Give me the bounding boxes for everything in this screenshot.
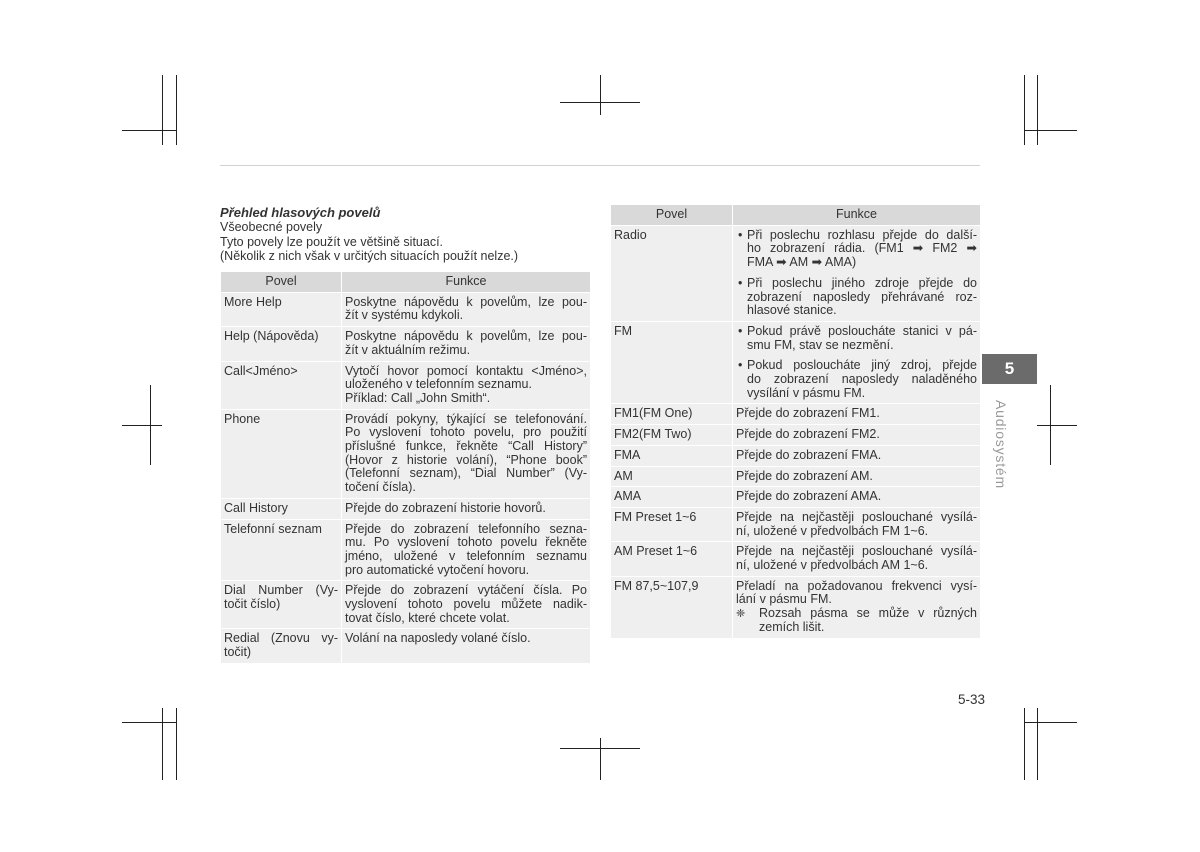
function-cell xyxy=(342,519,591,581)
function-cell xyxy=(733,225,981,321)
command-cell xyxy=(611,466,733,487)
paragraph xyxy=(736,470,977,484)
text-line: Pokud právě posloucháte stanici v pá- xyxy=(747,323,977,338)
paragraph xyxy=(736,490,977,504)
table-header-row xyxy=(611,205,981,226)
table-row xyxy=(221,361,591,409)
text-line: žít v systému kdykoli. xyxy=(345,308,464,323)
chapter-title: Audiosystém xyxy=(993,400,1009,489)
paragraph xyxy=(736,428,977,442)
crop-mark-bottom-left xyxy=(122,708,177,780)
text-line: hlasové stanice. xyxy=(747,303,837,318)
text-line: Poskytne nápovědu k povelům, lze pou- xyxy=(345,329,587,344)
table-row xyxy=(611,445,981,466)
crop-mark-top-left xyxy=(122,75,177,145)
paragraph xyxy=(736,407,977,421)
command-cell xyxy=(611,425,733,446)
table-row xyxy=(611,225,981,321)
function-cell xyxy=(733,445,981,466)
paragraph xyxy=(614,325,729,339)
paragraph xyxy=(345,330,587,357)
text-line: točení čísla). xyxy=(345,480,416,495)
function-cell xyxy=(733,542,981,576)
paragraph xyxy=(345,296,587,323)
paragraph xyxy=(224,296,338,310)
registration-mark-top xyxy=(560,75,640,115)
text-line: do zobrazení naposledy naladěného xyxy=(747,372,977,387)
text-line: Call<Jméno> xyxy=(224,363,298,378)
command-cell xyxy=(221,519,342,581)
table-row xyxy=(611,466,981,487)
table-row xyxy=(221,581,591,629)
note-symbol: ❈ xyxy=(736,607,746,621)
text-line: Redial (Znovu vy- xyxy=(224,631,338,646)
radio-voice-commands-table xyxy=(610,204,981,639)
text-line: Pokud posloucháte jiný zdroj, přejde xyxy=(747,358,977,373)
command-cell xyxy=(221,361,342,409)
text-line: Příklad: Call „John Smith“. xyxy=(345,390,491,405)
section-subtitle: Všeobecné povely xyxy=(220,220,323,235)
text-line: Dial Number (Vy- xyxy=(224,583,338,598)
table-row xyxy=(611,321,981,404)
text-line: příslušné funkce, řekněte “Call History” xyxy=(345,439,587,454)
registration-mark-left xyxy=(122,385,162,465)
text-line: Phone xyxy=(224,411,261,426)
table-row xyxy=(611,507,981,541)
command-cell xyxy=(611,487,733,508)
table-row xyxy=(221,292,591,326)
function-cell xyxy=(733,576,981,638)
paragraph xyxy=(224,365,338,379)
text-line: vysílání v pásmu FM. xyxy=(747,385,866,400)
table-row xyxy=(611,576,981,638)
paragraph xyxy=(345,584,587,625)
text-line: Volání na naposledy volané číslo. xyxy=(345,631,531,646)
text-line: (Telefonní seznam), “Dial Number” (Vy- xyxy=(345,466,587,481)
text-line: FM Preset 1~6 xyxy=(614,509,697,524)
general-voice-commands-table xyxy=(220,271,591,664)
function-cell xyxy=(342,327,591,361)
text-line: točit číslo) xyxy=(224,597,281,612)
command-cell xyxy=(221,629,342,663)
table-row xyxy=(221,629,591,663)
paragraph xyxy=(736,449,977,463)
bullet-mark: • xyxy=(738,227,743,242)
text-line: (Hovor z historie volání), “Phone book” xyxy=(345,452,587,467)
text-line: Rozsah pásma se může v různých xyxy=(759,606,977,621)
paragraph xyxy=(614,449,729,463)
text-line: zobrazení naposledy přehrávané roz- xyxy=(747,289,977,304)
paragraph xyxy=(759,607,977,634)
table-row xyxy=(611,404,981,425)
table-header-row xyxy=(221,272,591,293)
text-line: tovat číslo, které chcete volat. xyxy=(345,610,510,625)
text-line: Přejde do zobrazení FM2. xyxy=(736,427,880,442)
function-cell xyxy=(733,466,981,487)
paragraph xyxy=(614,511,729,525)
bullet-mark: • xyxy=(738,323,743,338)
text-line: FMA xyxy=(614,447,641,462)
paragraph xyxy=(736,580,977,607)
text-line: Přejde do zobrazení vytáčení čísla. Po xyxy=(345,583,587,598)
header-cell-function: Funkce xyxy=(733,205,981,226)
text-line: FM1(FM One) xyxy=(614,406,693,421)
note xyxy=(736,607,977,634)
function-cell xyxy=(733,404,981,425)
section-title: Přehled hlasových povelů xyxy=(220,205,381,220)
text-line: Přejde do zobrazení telefonního sezna- xyxy=(345,521,587,536)
text-line: vyslovení tohoto povelu můžete nadik- xyxy=(345,597,587,612)
text-line: jméno, uložené v telefonním seznamu xyxy=(345,548,587,563)
paragraph xyxy=(614,229,729,243)
header-rule xyxy=(220,165,980,166)
command-cell xyxy=(221,292,342,326)
text-line: žít v aktuálním režimu. xyxy=(345,342,471,357)
paragraph xyxy=(747,277,977,318)
function-cell xyxy=(342,361,591,409)
paragraph xyxy=(345,365,587,392)
text-line: pro automatické vytočení hovoru. xyxy=(345,562,530,577)
paragraph xyxy=(747,359,977,400)
paragraph xyxy=(345,523,587,578)
paragraph xyxy=(345,632,587,646)
paragraph xyxy=(224,413,338,427)
bullet-mark: • xyxy=(738,275,743,290)
paragraph xyxy=(345,502,587,516)
command-cell xyxy=(611,576,733,638)
paragraph xyxy=(736,545,977,572)
command-cell xyxy=(221,409,342,498)
paragraph xyxy=(224,632,338,659)
table-row xyxy=(611,425,981,446)
crop-mark-top-right xyxy=(1024,75,1077,145)
function-cell xyxy=(342,498,591,519)
text-line: Po vyslovení tohoto povelu, pro použití xyxy=(345,425,587,440)
registration-mark-bottom xyxy=(560,738,640,780)
function-cell xyxy=(342,409,591,498)
function-cell xyxy=(733,425,981,446)
command-cell xyxy=(611,225,733,321)
text-line: mu. Po vyslovení tohoto povelu řekněte xyxy=(345,535,587,550)
text-line: AM xyxy=(614,468,633,483)
text-line: Help (Nápověda) xyxy=(224,329,319,344)
intro-line: (Několik z nich však v určitých situacích použít nelze.) xyxy=(220,248,519,263)
text-line: Call History xyxy=(224,500,288,515)
text-line: ní, uložené v předvolbách FM 1~6. xyxy=(736,523,929,538)
bullet-item xyxy=(736,325,977,352)
text-line: Přeladí na požadovanou frekvenci vysí- xyxy=(736,578,977,593)
chapter-tab: 5 xyxy=(982,354,1037,384)
paragraph xyxy=(224,584,338,611)
bullet-item xyxy=(736,229,977,270)
text-line: Přejde na nejčastěji poslouchané vysílá- xyxy=(736,544,977,559)
text-line: Provádí pokyny, týkající se telefonování. xyxy=(345,411,587,426)
text-line: Přejde do zobrazení AMA. xyxy=(736,489,882,504)
paragraph xyxy=(747,325,977,352)
table-row xyxy=(221,327,591,361)
function-cell xyxy=(733,487,981,508)
paragraph xyxy=(614,545,729,559)
intro-line: Tyto povely lze použít ve většině situací. xyxy=(220,234,444,249)
table-row xyxy=(221,498,591,519)
paragraph xyxy=(614,428,729,442)
function-cell xyxy=(342,581,591,629)
text-line: lání v pásmu FM. xyxy=(736,592,832,607)
paragraph xyxy=(614,580,729,594)
text-line: Poskytne nápovědu k povelům, lze pou- xyxy=(345,294,587,309)
section-intro xyxy=(220,206,590,263)
text-line: FM 87,5~107,9 xyxy=(614,578,699,593)
text-line: FM2(FM Two) xyxy=(614,427,692,442)
bullet-item xyxy=(736,277,977,318)
text-line: uloženého v telefonním seznamu. xyxy=(345,377,532,392)
paragraph xyxy=(614,490,729,504)
text-line: Vytočí hovor pomocí kontaktu <Jméno>, xyxy=(345,363,587,378)
table-row xyxy=(221,519,591,581)
paragraph xyxy=(224,502,338,516)
function-cell xyxy=(342,629,591,663)
registration-mark-right xyxy=(1037,385,1077,465)
text-line: Při poslechu jiného zdroje přejde do xyxy=(747,275,977,290)
text-line: AMA xyxy=(614,489,642,504)
text-line: Přejde do zobrazení FMA. xyxy=(736,447,882,462)
command-cell xyxy=(611,404,733,425)
table-row xyxy=(611,487,981,508)
text-line: Telefonní seznam xyxy=(224,521,322,536)
text-line: Přejde na nejčastěji poslouchané vysílá- xyxy=(736,509,977,524)
text-line: Radio xyxy=(614,227,647,242)
bullet-mark: • xyxy=(738,358,743,373)
text-line: ho zobrazení rádia. (FM1 ➡ FM2 ➡ xyxy=(747,241,977,256)
paragraph xyxy=(614,407,729,421)
command-cell xyxy=(611,445,733,466)
crop-mark-bottom-right xyxy=(1024,708,1077,780)
function-cell xyxy=(342,292,591,326)
text-line: zemích lišit. xyxy=(759,619,825,634)
text-line: točit) xyxy=(224,645,252,660)
header-cell-command: Povel xyxy=(221,272,342,293)
page-number: 5-33 xyxy=(957,692,985,707)
text-line: FM xyxy=(614,323,633,338)
command-cell xyxy=(221,327,342,361)
header-cell-function: Funkce xyxy=(342,272,591,293)
paragraph xyxy=(747,229,977,270)
paragraph xyxy=(345,413,587,495)
bullet-item xyxy=(736,359,977,400)
text-line: FMA ➡ AM ➡ AMA) xyxy=(747,255,857,270)
header-cell-command: Povel xyxy=(611,205,733,226)
command-cell xyxy=(221,581,342,629)
function-cell xyxy=(733,507,981,541)
text-line: Přejde do zobrazení FM1. xyxy=(736,406,880,421)
command-cell xyxy=(611,507,733,541)
text-line: Při poslechu rozhlasu přejde do další- xyxy=(747,227,977,242)
paragraph xyxy=(224,523,338,537)
paragraph xyxy=(736,511,977,538)
command-cell xyxy=(221,498,342,519)
text-line: Přejde do zobrazení historie hovorů. xyxy=(345,500,546,515)
table-row xyxy=(611,542,981,576)
text-line: Přejde do zobrazení AM. xyxy=(736,468,873,483)
command-cell xyxy=(611,321,733,404)
text-line: AM Preset 1~6 xyxy=(614,544,698,559)
paragraph xyxy=(345,392,587,406)
text-line: More Help xyxy=(224,294,282,309)
function-cell xyxy=(733,321,981,404)
text-line: smu FM, stav se nezmění. xyxy=(747,337,894,352)
table-row xyxy=(221,409,591,498)
paragraph xyxy=(224,330,338,344)
text-line: ní, uložené v předvolbách AM 1~6. xyxy=(736,558,929,573)
command-cell xyxy=(611,542,733,576)
paragraph xyxy=(614,470,729,484)
